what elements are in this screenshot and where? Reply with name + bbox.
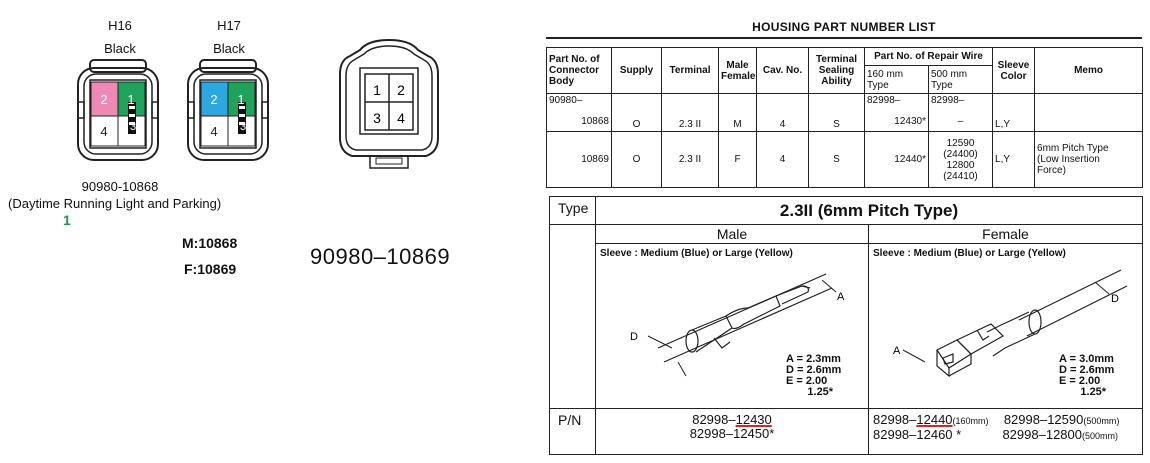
header-500mm: 500 mm Type xyxy=(929,66,993,94)
face-pin-4: 4 xyxy=(397,110,405,126)
housing-list-title: HOUSING PART NUMBER LIST xyxy=(752,20,936,34)
terminal-cell: 2.3 II xyxy=(662,132,719,188)
header-supply: Supply xyxy=(612,48,662,94)
male-header: Male xyxy=(596,225,869,244)
housing-face-diagram xyxy=(338,38,440,173)
female-pn-12590: 82998–12590 xyxy=(1003,412,1084,427)
male-part-label: M:10868 xyxy=(182,235,238,251)
header-male-female: Male Female xyxy=(719,48,757,94)
header-cav-no: Cav. No. xyxy=(757,48,809,94)
housing-part-table xyxy=(546,47,1143,188)
female-pn-prefix: 82998– xyxy=(873,412,917,427)
wire500-prefix: 82998– xyxy=(931,95,965,106)
wire500-line: (24410) xyxy=(943,170,978,182)
pin-label-1: 1 xyxy=(237,92,245,107)
face-pin-2: 2 xyxy=(397,82,405,98)
sealing-cell: S xyxy=(809,94,865,132)
male-pn-prefix: 82998– xyxy=(692,412,736,427)
header-memo: Memo xyxy=(1035,48,1143,94)
callout-a: A xyxy=(837,291,845,303)
male-terminal-cell xyxy=(596,244,868,408)
face-pin-1: 1 xyxy=(373,82,381,98)
connector-code-h17: H17 xyxy=(217,18,241,33)
wire500-line: 12800 xyxy=(946,159,975,171)
memo-line: 6mm Pitch Type xyxy=(1037,143,1109,154)
part-10869: 10869 xyxy=(547,132,612,188)
terminal-type-table xyxy=(549,196,1143,455)
sleeve-cell: L,Y xyxy=(993,94,1035,132)
memo-cell xyxy=(1035,94,1143,132)
part-prefix: 90980– xyxy=(549,95,583,106)
wire500-line: 12590 xyxy=(946,137,975,149)
part-10868: 10868 xyxy=(581,116,609,127)
left-caption-part: 90980-10868 xyxy=(81,179,159,194)
male-dimensions: A = 2.3mm D = 2.6mm E = 2.00 1.25* xyxy=(786,353,842,398)
pin-label-3: 3 xyxy=(129,121,137,133)
sealing-cell: S xyxy=(809,132,865,188)
table-row xyxy=(547,94,1143,132)
header-repair-wire: Part No. of Repair Wire xyxy=(865,48,993,66)
pin-label-2: 2 xyxy=(100,92,108,107)
title-rule xyxy=(546,37,1142,39)
supply-cell: O xyxy=(612,132,662,188)
female-pn-500mm-1: (500mm) xyxy=(1083,416,1120,426)
callout-a: A xyxy=(893,345,901,357)
female-dimensions: A = 3.0mm D = 2.6mm E = 2.00 1.25* xyxy=(1059,353,1115,398)
male-pn-12430: 12430 xyxy=(735,412,772,427)
pin-label-4: 4 xyxy=(100,124,108,139)
wire160-prefix: 82998– xyxy=(867,95,901,106)
type-title: 2.3II (6mm Pitch Type) xyxy=(596,197,1143,225)
connector-color-h16: Black xyxy=(104,41,136,56)
callout-d: D xyxy=(1111,293,1119,305)
female-pn-12440: 12440 xyxy=(916,412,953,427)
female-sleeve-note: Sleeve : Medium (Blue) or Large (Yellow) xyxy=(873,248,1066,259)
sleeve-cell: L,Y xyxy=(993,132,1035,188)
wire500-line: (24400) xyxy=(943,148,978,160)
connector-color-h17: Black xyxy=(213,41,245,56)
supply-cell: O xyxy=(612,94,662,132)
male-female-cell: M xyxy=(719,94,757,132)
memo-line: (Low Insertion xyxy=(1037,154,1100,165)
housing-part-number: 90980–10869 xyxy=(310,244,451,269)
header-terminal: Terminal xyxy=(662,48,719,94)
male-sleeve-note: Sleeve : Medium (Blue) or Large (Yellow) xyxy=(600,248,793,259)
footnote-marker: 1 xyxy=(63,212,71,228)
memo-line: Force) xyxy=(1037,165,1066,176)
callout-d: D xyxy=(630,331,638,343)
connector-h17-diagram xyxy=(186,58,270,162)
pin-label-2: 2 xyxy=(210,92,218,107)
cav-cell: 4 xyxy=(757,132,809,188)
cav-cell: 4 xyxy=(757,94,809,132)
male-pn-12450: 82998–12450* xyxy=(689,426,775,441)
terminal-cell: 2.3 II xyxy=(662,94,719,132)
left-caption-description: (Daytime Running Light and Parking) xyxy=(8,196,222,211)
female-header: Female xyxy=(869,225,1143,244)
table-row xyxy=(547,132,1143,188)
wire160-cell: 12430* xyxy=(894,116,926,127)
wire500-cell: – xyxy=(957,116,964,127)
wire160-cell: 12440* xyxy=(865,132,929,188)
pin-label-1: 1 xyxy=(127,92,135,107)
header-part-no: Part No. of Connector Body xyxy=(547,48,612,94)
female-terminal-cell xyxy=(869,244,1142,408)
header-160mm: 160 mm Type xyxy=(865,66,929,94)
female-pn-12800: 82998–12800 xyxy=(1002,427,1082,442)
connector-h16-diagram xyxy=(76,58,160,162)
pn-label: P/N xyxy=(550,409,596,455)
pin-label-4: 4 xyxy=(210,124,218,139)
female-pn-12460: 82998–12460 * xyxy=(873,427,962,442)
female-pn-500mm-2: (500mm) xyxy=(1081,431,1118,441)
connector-code-h16: H16 xyxy=(108,18,132,33)
face-pin-3: 3 xyxy=(373,110,381,126)
female-part-label: F:10869 xyxy=(184,261,237,277)
header-sleeve-color: Sleeve Color xyxy=(993,48,1035,94)
header-sealing: Terminal Sealing Ability xyxy=(809,48,865,94)
pin-label-3: 3 xyxy=(239,121,247,133)
female-pn-160mm: (160mm) xyxy=(952,416,989,426)
male-female-cell: F xyxy=(719,132,757,188)
type-label: Type xyxy=(550,197,596,225)
